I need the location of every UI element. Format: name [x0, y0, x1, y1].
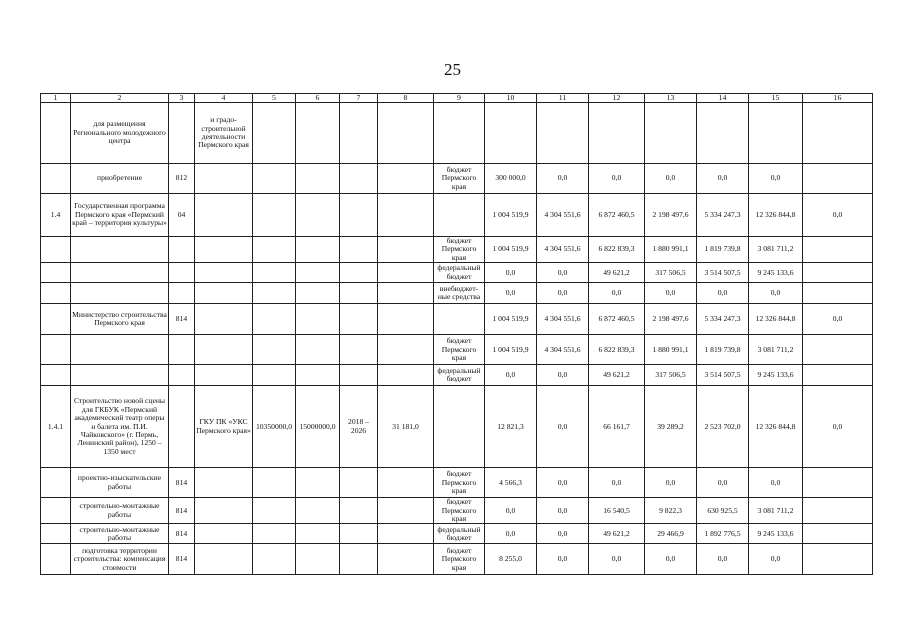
table-cell [485, 103, 537, 164]
table-cell [169, 283, 195, 304]
table-cell [71, 283, 169, 304]
table-cell [340, 524, 378, 544]
table-cell: 66 161,7 [589, 386, 645, 468]
table-cell [253, 498, 296, 524]
table-cell [803, 335, 873, 365]
table-cell [378, 468, 434, 498]
table-cell [253, 263, 296, 283]
table-cell: 1 819 739,8 [697, 237, 749, 263]
table-cell: 8 255,0 [485, 544, 537, 575]
table-cell [195, 468, 253, 498]
column-header: 9 [434, 94, 485, 103]
table-cell: Министерство строительства Пермского края [71, 304, 169, 335]
table-cell [41, 103, 71, 164]
column-header: 11 [537, 94, 589, 103]
table-cell [195, 524, 253, 544]
table-cell: 0,0 [537, 498, 589, 524]
column-header: 13 [645, 94, 697, 103]
table-cell [253, 468, 296, 498]
table-cell [378, 103, 434, 164]
table-cell [253, 524, 296, 544]
table-cell [41, 335, 71, 365]
table-cell [803, 103, 873, 164]
table-cell [41, 468, 71, 498]
table-cell [253, 283, 296, 304]
table-cell [537, 103, 589, 164]
table-cell [378, 263, 434, 283]
table-cell: бюджет Пермского края [434, 335, 485, 365]
table-cell: 2 523 702,0 [697, 386, 749, 468]
table-cell [195, 544, 253, 575]
table-cell [296, 283, 340, 304]
table-cell: 3 081 711,2 [749, 498, 803, 524]
table-cell [195, 283, 253, 304]
table-cell: 0,0 [537, 544, 589, 575]
table-cell: 0,0 [485, 263, 537, 283]
table-cell: 1 004 519,9 [485, 237, 537, 263]
table-cell: 16 540,5 [589, 498, 645, 524]
table-cell [645, 103, 697, 164]
table-cell: федеральный бюджет [434, 524, 485, 544]
table-cell [169, 263, 195, 283]
table-row [41, 498, 873, 524]
table-cell [378, 304, 434, 335]
table-cell: 4 304 551,6 [537, 304, 589, 335]
table-cell [340, 544, 378, 575]
table-cell: 0,0 [537, 524, 589, 544]
table-row [41, 237, 873, 263]
table-row [41, 468, 873, 498]
table-cell: 0,0 [537, 164, 589, 194]
table-cell [41, 237, 71, 263]
table-row [41, 164, 873, 194]
table-cell [749, 103, 803, 164]
table-cell: 9 245 133,6 [749, 524, 803, 544]
table-cell [41, 524, 71, 544]
table-cell: 4 304 551,6 [537, 335, 589, 365]
table-cell: приобретение [71, 164, 169, 194]
table-cell [253, 194, 296, 237]
table-cell: 0,0 [645, 164, 697, 194]
table-cell: 812 [169, 164, 195, 194]
table-cell: 317 506,5 [645, 263, 697, 283]
table-cell [169, 103, 195, 164]
table-cell: 0,0 [697, 283, 749, 304]
table-cell [195, 365, 253, 386]
table-cell [803, 263, 873, 283]
table-cell: и градо-строительной деятельности Пермского края [195, 103, 253, 164]
column-header: 14 [697, 94, 749, 103]
table-cell: 0,0 [645, 468, 697, 498]
table-cell [803, 544, 873, 575]
table-cell: 4 304 551,6 [537, 194, 589, 237]
table-cell: 6 822 839,3 [589, 237, 645, 263]
table-cell: бюджет Пермского края [434, 544, 485, 575]
table-cell: 6 822 839,3 [589, 335, 645, 365]
column-header: 8 [378, 94, 434, 103]
table-cell [340, 498, 378, 524]
table-cell: 0,0 [589, 164, 645, 194]
table-cell [296, 304, 340, 335]
table-cell [296, 365, 340, 386]
table-cell [253, 304, 296, 335]
table-cell: 12 326 844,8 [749, 194, 803, 237]
table-cell [71, 335, 169, 365]
table-row [41, 524, 873, 544]
table-cell: 630 925,5 [697, 498, 749, 524]
table-cell [71, 237, 169, 263]
table-cell [41, 544, 71, 575]
table-cell [296, 335, 340, 365]
table-cell [41, 283, 71, 304]
table-cell [434, 103, 485, 164]
table-row [41, 103, 873, 164]
table-cell [378, 544, 434, 575]
table-cell [41, 164, 71, 194]
table-cell: 0,0 [537, 386, 589, 468]
table-cell [589, 103, 645, 164]
table-cell: 814 [169, 468, 195, 498]
table-cell: 29 466,9 [645, 524, 697, 544]
table-cell [378, 365, 434, 386]
column-header: 10 [485, 94, 537, 103]
table-cell: 1.4.1 [41, 386, 71, 468]
table-cell: 0,0 [589, 468, 645, 498]
table-cell [41, 365, 71, 386]
table-cell: 0,0 [589, 544, 645, 575]
table-cell [71, 263, 169, 283]
table-row [41, 544, 873, 575]
table-cell [340, 365, 378, 386]
table-cell: 2 198 497,6 [645, 194, 697, 237]
table-cell [378, 524, 434, 544]
table-cell: 0,0 [537, 365, 589, 386]
table-cell: 1.4 [41, 194, 71, 237]
column-header: 12 [589, 94, 645, 103]
column-header: 15 [749, 94, 803, 103]
table-cell [803, 283, 873, 304]
table-cell [378, 194, 434, 237]
table-cell: 0,0 [803, 194, 873, 237]
column-header: 6 [296, 94, 340, 103]
table-cell [296, 498, 340, 524]
column-header: 5 [253, 94, 296, 103]
table-cell: подготовка территории строительства: компенсация стоимости [71, 544, 169, 575]
table-cell: 1 892 776,5 [697, 524, 749, 544]
table-cell: 12 821,3 [485, 386, 537, 468]
table-cell: 12 326 844,8 [749, 386, 803, 468]
table-row [41, 335, 873, 365]
table-cell: 2018 – 2026 [340, 386, 378, 468]
table-cell [378, 498, 434, 524]
table-cell: 0,0 [697, 468, 749, 498]
table-cell [41, 304, 71, 335]
table-cell: 814 [169, 304, 195, 335]
table-cell [169, 365, 195, 386]
table-cell [253, 103, 296, 164]
table-cell: 3 081 711,2 [749, 335, 803, 365]
table-cell [253, 365, 296, 386]
column-header: 2 [71, 94, 169, 103]
budget-table [40, 93, 873, 575]
table-cell: Государственная программа Пермского края «Пермский край – территория культуры» [71, 194, 169, 237]
table-cell: 317 506,5 [645, 365, 697, 386]
table-cell [195, 335, 253, 365]
table-cell: строительно-монтажные работы [71, 524, 169, 544]
table-cell: 0,0 [537, 283, 589, 304]
table-cell: 4 566,3 [485, 468, 537, 498]
table-cell [803, 365, 873, 386]
table-cell: 5 334 247,3 [697, 194, 749, 237]
table-cell: 3 514 507,5 [697, 263, 749, 283]
table-cell: внебюджет-ные средства [434, 283, 485, 304]
table-cell: 814 [169, 544, 195, 575]
table-cell [803, 164, 873, 194]
table-cell [195, 498, 253, 524]
table-cell: бюджет Пермского края [434, 237, 485, 263]
table-cell: 3 081 711,2 [749, 237, 803, 263]
table-cell: 0,0 [697, 544, 749, 575]
table-cell [296, 103, 340, 164]
table-cell [296, 263, 340, 283]
table-cell [296, 524, 340, 544]
table-cell [378, 335, 434, 365]
column-header: 16 [803, 94, 873, 103]
table-cell: бюджет Пермского края [434, 468, 485, 498]
table-cell [195, 164, 253, 194]
table-cell: 3 514 507,5 [697, 365, 749, 386]
table-cell [340, 103, 378, 164]
table-cell: 12 326 844,8 [749, 304, 803, 335]
table-cell: Строительство новой сцены для ГКБУК «Пермский академический театр оперы и балета им. П.И. Чайковского» (г. Пермь, Ленинский район), 1250 – 1350 мест [71, 386, 169, 468]
table-cell [340, 263, 378, 283]
table-cell: 1 004 519,9 [485, 335, 537, 365]
table-cell [296, 544, 340, 575]
table-cell: для размещения Регионального молодежного центра [71, 103, 169, 164]
table-cell: 0,0 [749, 164, 803, 194]
table-cell: 9 822,3 [645, 498, 697, 524]
table-cell [253, 237, 296, 263]
table-cell [195, 237, 253, 263]
table-cell: 0,0 [697, 164, 749, 194]
table-cell [378, 283, 434, 304]
header-row [41, 94, 873, 103]
table-cell [296, 237, 340, 263]
table-cell [340, 335, 378, 365]
table-cell: проектно-изыскательские работы [71, 468, 169, 498]
table-cell: 1 819 739,8 [697, 335, 749, 365]
table-cell [169, 386, 195, 468]
column-header: 4 [195, 94, 253, 103]
table-cell [434, 386, 485, 468]
table-cell [296, 194, 340, 237]
table-cell: ГКУ ПК «УКС Пермского края» [195, 386, 253, 468]
table-cell [378, 164, 434, 194]
table-cell: 49 621,2 [589, 365, 645, 386]
table-cell: 0,0 [749, 544, 803, 575]
table-cell [41, 498, 71, 524]
table-cell [340, 304, 378, 335]
table-cell: 10350000,0 [253, 386, 296, 468]
table-cell [340, 237, 378, 263]
table-cell [434, 194, 485, 237]
table-row [41, 194, 873, 237]
table-cell [803, 498, 873, 524]
table-cell: 6 872 460,5 [589, 194, 645, 237]
table-cell: 0,0 [485, 365, 537, 386]
table-cell: 0,0 [485, 283, 537, 304]
table-cell [296, 468, 340, 498]
page-number: 25 [444, 60, 461, 79]
table-cell: 0,0 [589, 283, 645, 304]
table-cell: 4 304 551,6 [537, 237, 589, 263]
table-cell [169, 335, 195, 365]
table-cell: 0,0 [485, 498, 537, 524]
table-cell [378, 237, 434, 263]
table-row [41, 386, 873, 468]
table-cell: 814 [169, 498, 195, 524]
table-row [41, 283, 873, 304]
table-cell: 0,0 [537, 468, 589, 498]
table-cell: 04 [169, 194, 195, 237]
table-cell [169, 237, 195, 263]
table-cell: федеральный бюджет [434, 365, 485, 386]
column-header: 7 [340, 94, 378, 103]
table-cell [71, 365, 169, 386]
table-cell [296, 164, 340, 194]
table-cell: федеральный бюджет [434, 263, 485, 283]
table-cell: 0,0 [485, 524, 537, 544]
table-cell: 5 334 247,3 [697, 304, 749, 335]
table-cell: 1 880 991,1 [645, 237, 697, 263]
column-header: 3 [169, 94, 195, 103]
table-cell: 1 004 519,9 [485, 304, 537, 335]
table-cell: 6 872 460,5 [589, 304, 645, 335]
table-cell: 2 198 497,6 [645, 304, 697, 335]
table-cell: 49 621,2 [589, 263, 645, 283]
table-cell: 0,0 [645, 544, 697, 575]
table-cell: 300 000,0 [485, 164, 537, 194]
table-cell [195, 304, 253, 335]
table-cell [803, 524, 873, 544]
table-cell: 0,0 [749, 283, 803, 304]
table-cell [195, 263, 253, 283]
table-cell [340, 164, 378, 194]
column-header: 1 [41, 94, 71, 103]
table-cell: 1 004 519,9 [485, 194, 537, 237]
table-cell [434, 304, 485, 335]
table-cell [41, 263, 71, 283]
table-cell: 0,0 [803, 386, 873, 468]
table-cell [340, 194, 378, 237]
table-cell: 0,0 [803, 304, 873, 335]
table-cell: строительно-монтажные работы [71, 498, 169, 524]
table-cell [195, 194, 253, 237]
table-cell: 0,0 [537, 263, 589, 283]
table-cell: 9 245 133,6 [749, 263, 803, 283]
table-cell [253, 544, 296, 575]
table-cell: 9 245 133,6 [749, 365, 803, 386]
table-cell [340, 283, 378, 304]
table-cell [253, 164, 296, 194]
table-cell: 15000000,0 [296, 386, 340, 468]
table-cell: 49 621,2 [589, 524, 645, 544]
table-cell [803, 237, 873, 263]
table-cell: 0,0 [749, 468, 803, 498]
table-cell: бюджет Пермского края [434, 498, 485, 524]
table-cell [253, 335, 296, 365]
table-row [41, 365, 873, 386]
table-cell [697, 103, 749, 164]
table-cell [803, 468, 873, 498]
table-cell: 814 [169, 524, 195, 544]
table-cell: 31 181,0 [378, 386, 434, 468]
table-cell: 1 880 991,1 [645, 335, 697, 365]
table-cell: 39 289,2 [645, 386, 697, 468]
table-row [41, 304, 873, 335]
table-cell [340, 468, 378, 498]
table-cell: бюджет Пермского края [434, 164, 485, 194]
table-row [41, 263, 873, 283]
table-cell: 0,0 [645, 283, 697, 304]
